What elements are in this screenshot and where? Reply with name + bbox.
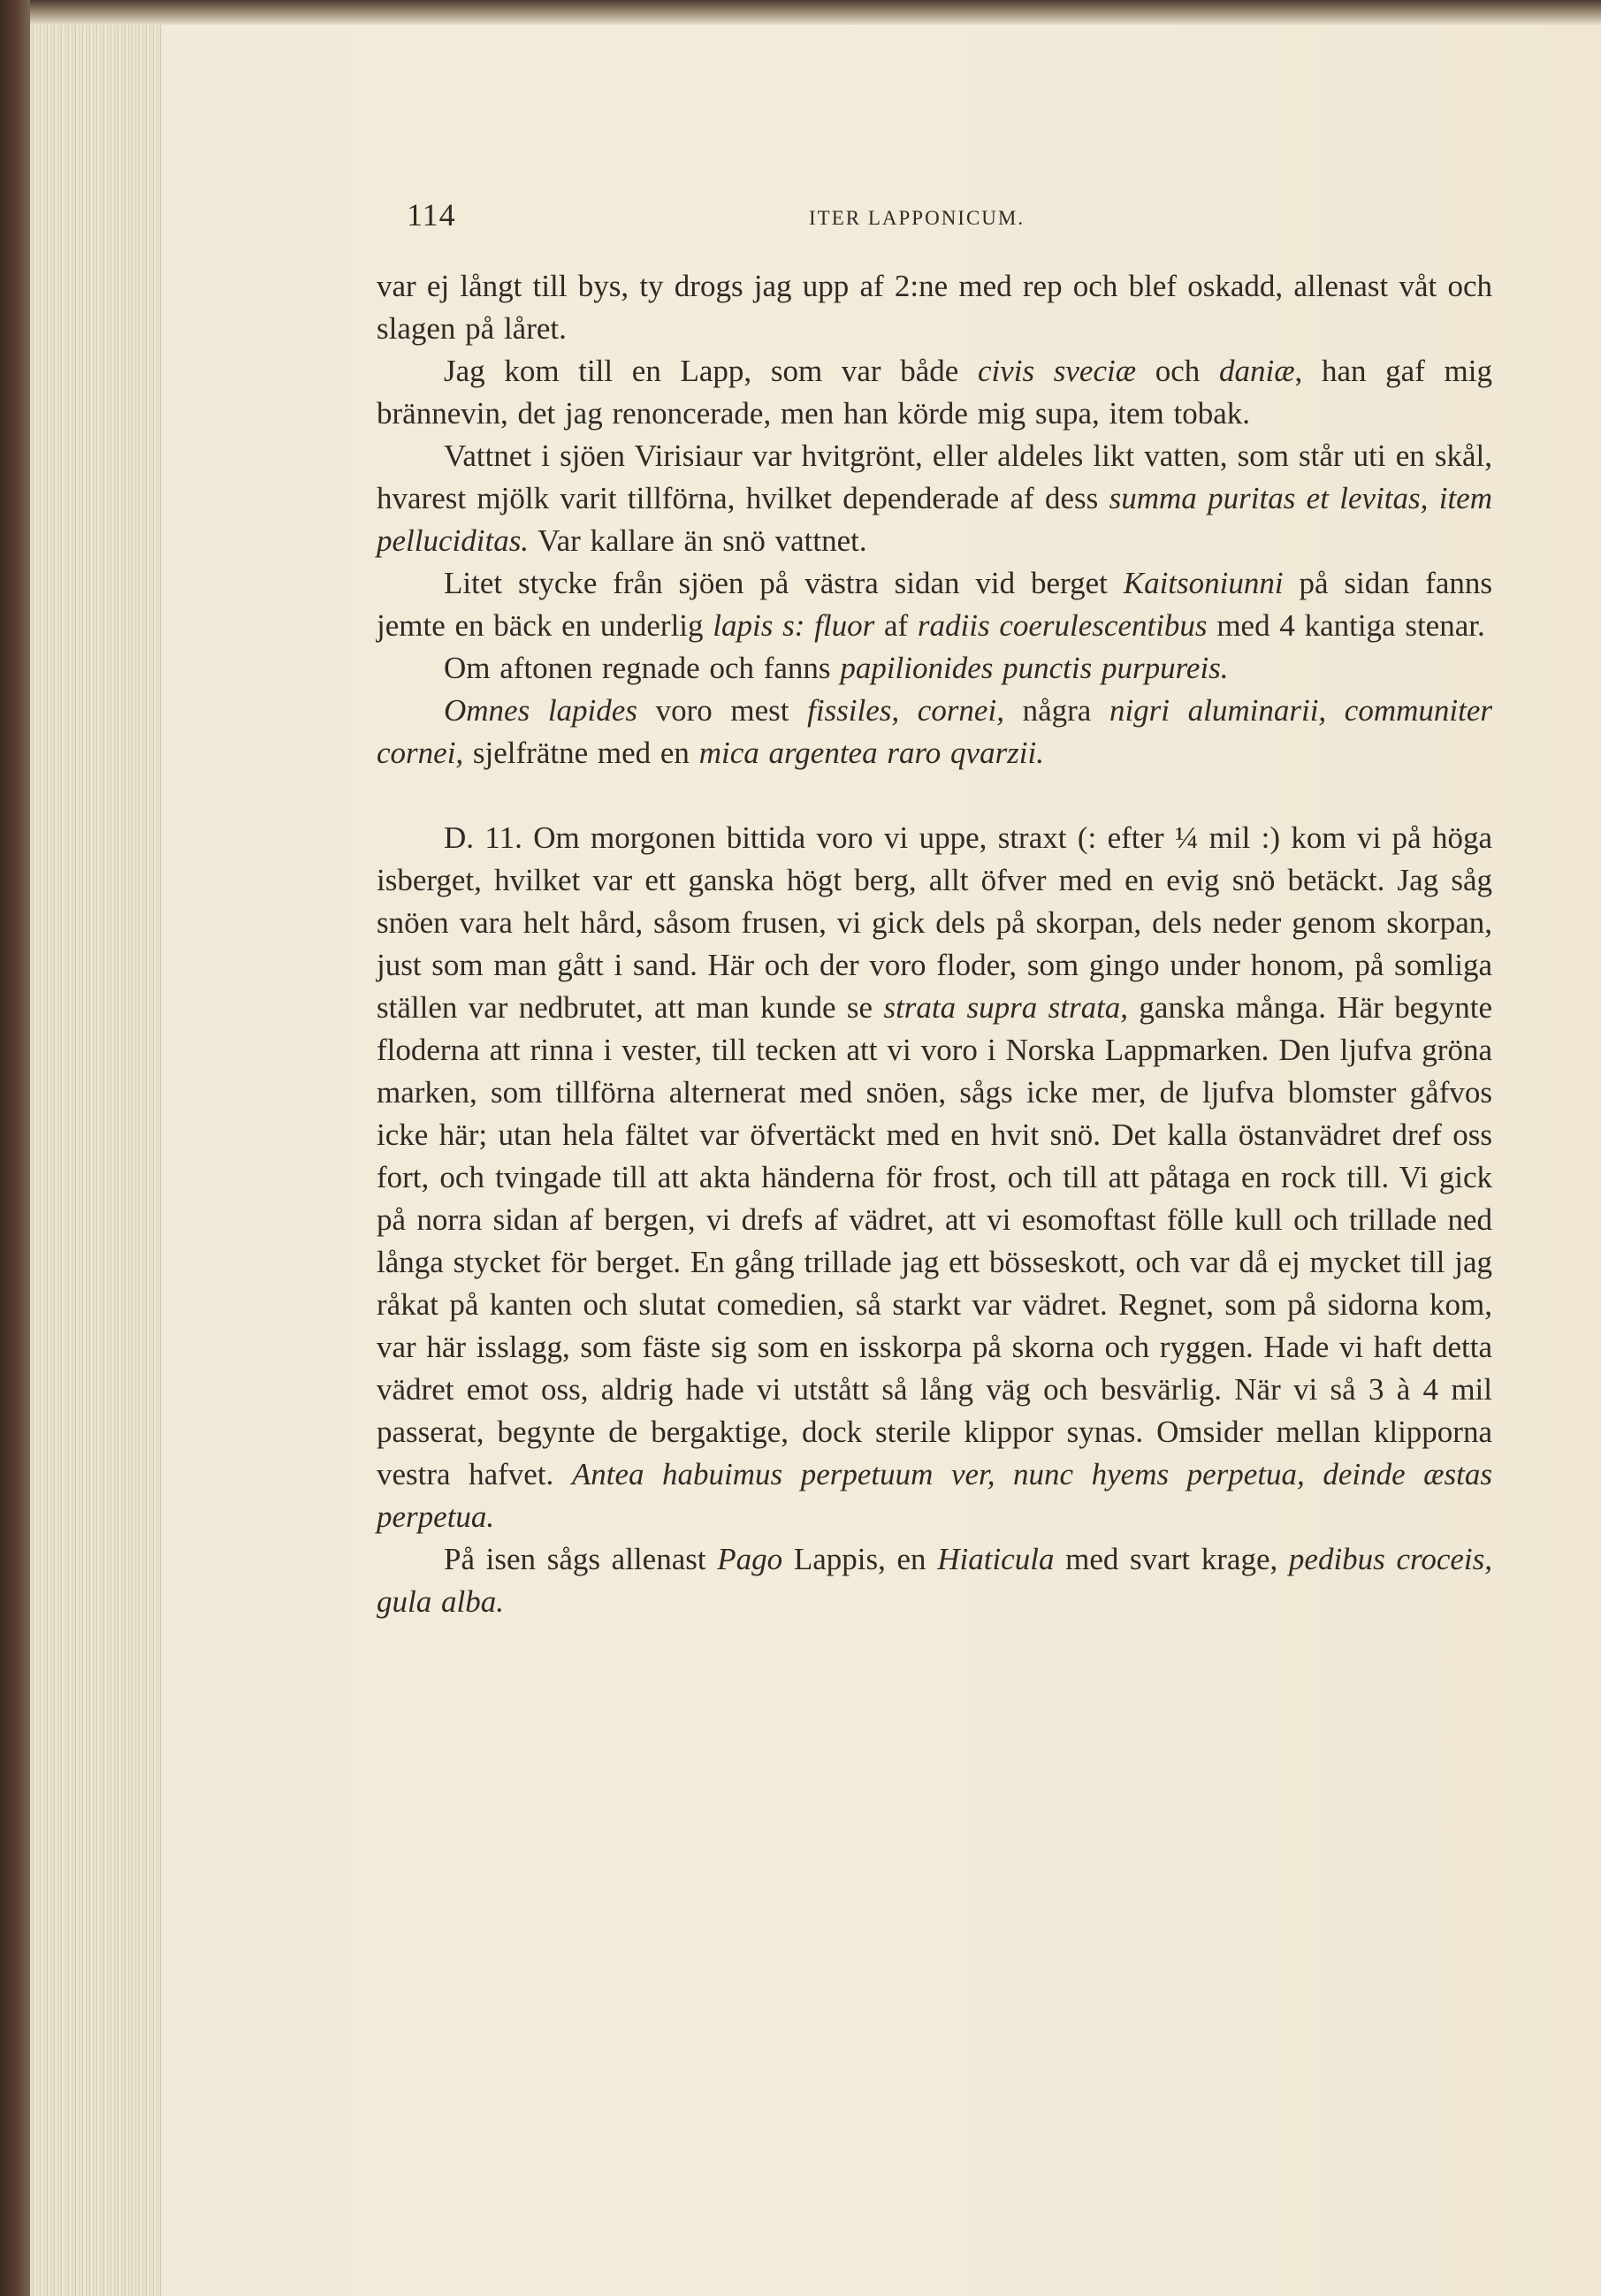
book-top-edge [30,0,1601,25]
text-run: På isen sågs allenast [444,1542,718,1576]
italic-text: civis sveciæ [977,354,1137,388]
text-run: , han gaf mig brännevin, det jag renoncerade, men han körde mig supa, item tobak. [377,354,1492,431]
italic-text: Kaitsoniunni [1123,566,1284,600]
running-head [407,196,1503,242]
text-run: Var kallare än snö vattnet. [529,523,867,558]
text-run: några [1003,693,1109,728]
paragraph [377,1538,1492,1623]
paragraph [377,817,1492,1538]
text-run: Jag kom till en Lapp, som var både [444,354,978,388]
text-run: Vattnet i sjöen Virisiaur var hvitgrönt, eller aldeles likt vatten, som står uti en skål, hvarest mjölk varit tillförna, hvilket dependerade af dess [377,439,1492,515]
text-run: voro mest [637,693,808,728]
text-run: D. 11. Om morgonen bittida voro vi uppe, straxt (: efter ¼ mil :) kom vi på höga isberget, hvilket var ett ganska högt berg, allt öfver med en evig snö betäckt. Jag såg snöen vara helt hård, såsom frusen, vi gick dels på skorpan, dels neder genom skorpan, just som man gått i sand. Här och der voro floder, som gingo under honom, på somliga ställen var nedbrutet, att man kunde se [377,820,1492,1025]
paragraph-gap [377,774,1492,817]
italic-text: papilionides punctis purpureis. [840,651,1229,685]
text-run: och [1136,354,1219,388]
italic-text: mica argentea raro qvarzii. [698,736,1045,770]
text-run: ganska många. Här begynte floderna att rinna i vester, till tecken att vi voro i Norska Lappmarken. Den ljufva gröna marken, som tillförna alternerat med snöen, sågs icke mer, de ljufva blomster gåfvos icke här; utan hela fältet var öfvertäckt med en hvit snö. Det kalla östanvädret dref oss fort, och tvingade till att akta händerna för frost, och till att påtaga en rock till. Vi gick på norra sidan af bergen, vi drefs af vädret, att vi esomoftast fölle kull och trillade ned långa stycket för berget. En gång trillade jag ett bösseskott, och var då ej mycket till jag råkat på kanten och slutat comedien, så starkt var vädret. Regnet, som på sidorna kom, var här isslagg, som fäste sig som en isskorpa på skorna och ryggen. Hade vi haft detta vädret emot oss, aldrig hade vi utstått så lång väg och besvärlig. När vi så 3 à 4 mil passerat, begynte de bergaktige, dock sterile klippor synas. Omsider mellan klipporna vestra hafvet. [377,990,1492,1491]
text-run: med 4 kantiga stenar. [1207,608,1485,643]
paragraph [377,350,1492,435]
italic-text: radiis coerulescentibus [917,608,1208,643]
book-spine-edge [0,0,30,2296]
paragraph [377,690,1492,774]
page-stack-edges [30,0,163,2296]
paragraph [377,562,1492,647]
text-run: Litet stycke från sjöen på västra sidan vid berget [444,566,1124,600]
page-number: 114 [407,197,456,233]
text-run: med svart krage, [1054,1542,1289,1576]
text-run: sjelfrätne med en [463,736,699,770]
text-run: på sidan fanns jemte en bäck en underlig [377,566,1492,643]
paragraph [377,265,1492,350]
italic-text: Antea habuimus perpetuum ver, nunc hyems perpetua, deinde æstas perpetua. [377,1457,1492,1534]
text-run: af [874,608,918,643]
italic-text: strata supra strata, [883,990,1129,1025]
paragraph [377,647,1492,690]
italic-text: Hiaticula [937,1542,1055,1576]
italic-text: summa puritas et levitas, item pelluciditas. [377,481,1492,558]
text-run: Lappis, en [782,1542,938,1576]
paragraph [377,435,1492,562]
italic-text: daniæ [1218,354,1295,388]
body-text [377,265,1492,1623]
italic-text: Omnes lapides [444,693,637,728]
running-title: ITER LAPPONICUM. [809,207,1025,229]
italic-text: pedibus croceis, gula alba. [377,1542,1492,1619]
text-run: var ej långt till bys, ty drogs jag upp af 2:ne med rep och blef oskadd, allenast våt och slagen på låret. [377,269,1492,346]
italic-text: lapis s: fluor [713,608,875,643]
italic-text: Pago [717,1542,783,1576]
italic-text: fissiles, cornei, [807,693,1004,728]
italic-text: nigri aluminarii, communiter cornei, [377,693,1492,770]
text-run: Om aftonen regnade och fanns [444,651,841,685]
